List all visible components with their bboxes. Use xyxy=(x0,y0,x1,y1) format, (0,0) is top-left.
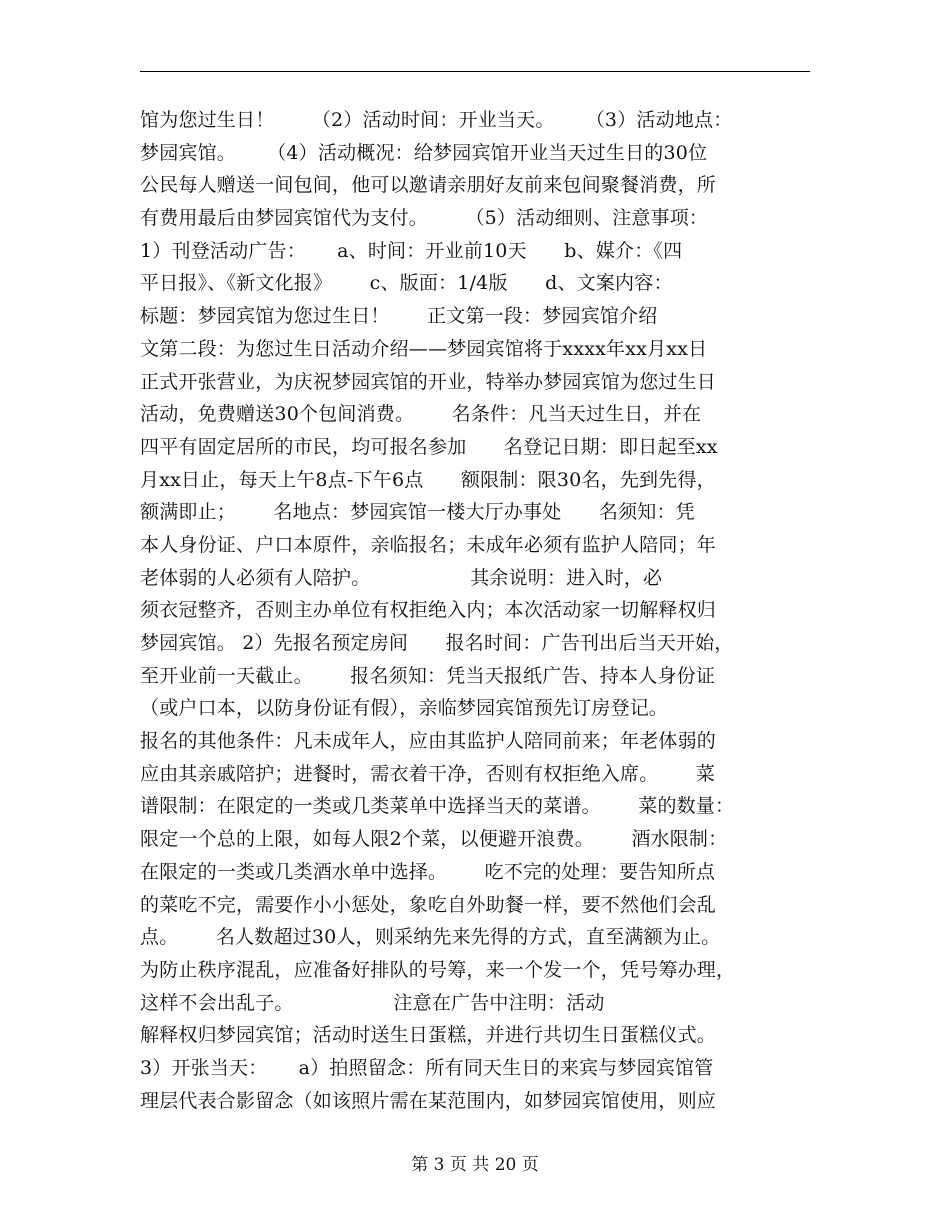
body-line: 额满即止； 名地点：梦园宾馆一楼大厅办事处 名须知：凭 xyxy=(140,501,695,524)
body-line: 3）开张当天： a）拍照留念：所有同天生日的来宾与梦园宾馆管 xyxy=(140,1056,714,1079)
body-line: 的菜吃不完，需要作小小惩处，象吃自外助餐一样，要不然他们会乱 xyxy=(140,893,717,916)
body-line: 1）刊登活动广告： a、时间：开业前10天 b、媒介：《四 xyxy=(140,239,683,262)
body-line: 至开业前一天截止。 报名须知：凭当天报纸广告、持本人身份证 xyxy=(140,664,716,687)
body-line: 活动，免费赠送30个包间消费。 名条件：凡当天过生日，并在 xyxy=(140,403,702,426)
body-line: 梦园宾馆。 2）先报名预定房间 报名时间：广告刊出后当天开始， xyxy=(140,632,734,654)
page-number-footer: 第 3 页 共 20 页 xyxy=(411,1155,539,1175)
body-line: 解释权归梦园宾馆；活动时送生日蛋糕，并进行共切生日蛋糕仪式。 xyxy=(140,1024,717,1047)
header-rule xyxy=(140,71,810,72)
body-line: 平日报》、《新文化报》 c、版面：1/4版 d、文案内容： xyxy=(140,272,673,295)
body-line: 为防止秩序混乱，应准备好排队的号筹，来一个发一个，凭号筹办理， xyxy=(140,958,736,981)
body-line: 公民每人赠送一间包间，他可以邀请亲朋好友前来包间聚餐消费，所 xyxy=(140,174,717,197)
body-line: 有费用最后由梦园宾馆代为支付。 （5）活动细则、注意事项： xyxy=(140,207,709,230)
body-line: （或户口本，以防身份证有假），亲临梦园宾馆预先订房登记。 xyxy=(140,697,669,720)
document-body xyxy=(140,104,816,1117)
body-line: 梦园宾馆。 （4）活动概况：给梦园宾馆开业当天过生日的30位 xyxy=(140,141,708,164)
body-line: 文第二段：为您过生日活动介绍——梦园宾馆将于xxxx年xx月xx日 xyxy=(140,337,708,360)
body-line: 这样不会出乱子。 注意在广告中注明：活动 xyxy=(140,991,605,1014)
body-line: 月xx日止，每天上午8点-下午6点 额限制：限30名，先到先得， xyxy=(140,468,716,491)
body-line: 限定一个总的上限，如每人限2个菜，以便避开浪费。 酒水限制： xyxy=(140,828,728,851)
body-line: 本人身份证、户口本原件，亲临报名；未成年必须有监护人陪同；年 xyxy=(140,533,717,556)
body-line: 正式开张营业，为庆祝梦园宾馆的开业，特举办梦园宾馆为您过生日 xyxy=(140,370,717,393)
body-line: 馆为您过生日！ （2）活动时间：开业当天。 （3）活动地点： xyxy=(140,109,733,131)
body-line: 理层代表合影留念（如该照片需在某范围内，如梦园宾馆使用，则应 xyxy=(140,1089,717,1112)
body-line: 标题：梦园宾馆为您过生日！ 正文第一段：梦园宾馆介绍 xyxy=(140,305,658,328)
body-line: 须衣冠整齐，否则主办单位有权拒绝入内；本次活动家一切解释权归 xyxy=(140,599,717,622)
body-line: 在限定的一类或几类酒水单中选择。 吃不完的处理：要告知所点 xyxy=(140,860,716,883)
body-line: 报名的其他条件：凡未成年人，应由其监护人陪同前来；年老体弱的 xyxy=(140,730,717,753)
body-line: 应由其亲戚陪护；进餐时，需衣着干净，否则有权拒绝入席。 菜 xyxy=(140,762,716,785)
body-line: 点。 名人数超过30人，则采纳先来先得的方式，直至满额为止。 xyxy=(140,926,721,949)
body-line: 老体弱的人必须有人陪护。 其余说明：进入时，必 xyxy=(140,566,663,589)
body-line: 谱限制：在限定的一类或几类菜单中选择当天的菜谱。 菜的数量： xyxy=(140,795,735,818)
body-line: 四平有固定居所的市民，均可报名参加 名登记日期：即日起至xx xyxy=(140,435,718,458)
